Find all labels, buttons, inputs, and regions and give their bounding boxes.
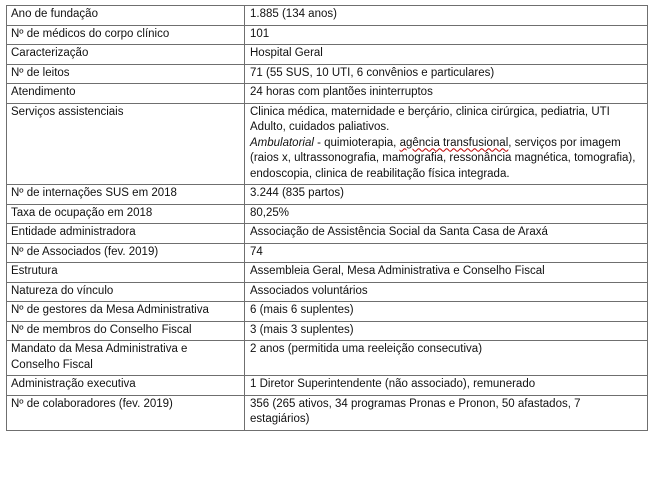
- hospital-info-table: [6, 5, 648, 431]
- row-value: 74: [245, 243, 648, 263]
- table-row: [7, 103, 648, 185]
- row-value: Associados voluntários: [245, 282, 648, 302]
- table-row: [7, 302, 648, 322]
- row-label: Nº de Associados (fev. 2019): [7, 243, 245, 263]
- row-label: Atendimento: [7, 84, 245, 104]
- row-label: Entidade administradora: [7, 224, 245, 244]
- row-label: Nº de médicos do corpo clínico: [7, 25, 245, 45]
- table-row: [7, 45, 648, 65]
- row-value: [245, 103, 648, 185]
- table-row: [7, 376, 648, 396]
- ambulatory-text-a: - quimioterapia,: [313, 136, 400, 149]
- ambulatory-heading: Ambulatorial: [250, 136, 314, 149]
- row-value: 3.244 (835 partos): [245, 185, 648, 205]
- row-label: Caracterização: [7, 45, 245, 65]
- row-value: Assembleia Geral, Mesa Administrativa e Conselho Fiscal: [245, 263, 648, 283]
- table-row: [7, 25, 648, 45]
- table-row: [7, 64, 648, 84]
- row-value: 24 horas com plantões ininterruptos: [245, 84, 648, 104]
- row-label: Nº de colaboradores (fev. 2019): [7, 395, 245, 430]
- row-value: 3 (mais 3 suplentes): [245, 321, 648, 341]
- row-label: Natureza do vínculo: [7, 282, 245, 302]
- row-value: 80,25%: [245, 204, 648, 224]
- row-label: Ano de fundação: [7, 6, 245, 26]
- row-label: Serviços assistenciais: [7, 103, 245, 185]
- document-area: [6, 5, 648, 431]
- row-label: Mandato da Mesa Administrativa e Conselho Fiscal: [7, 341, 245, 376]
- spellcheck-underlined-text: agência transfusional: [399, 136, 509, 149]
- table-row: [7, 204, 648, 224]
- row-value: 356 (265 ativos, 34 programas Pronas e Pronon, 50 afastados, 7 estagiários): [245, 395, 648, 430]
- row-value: 101: [245, 25, 648, 45]
- table-row: [7, 224, 648, 244]
- row-label: Nº de leitos: [7, 64, 245, 84]
- table-row: [7, 263, 648, 283]
- row-value: 6 (mais 6 suplentes): [245, 302, 648, 322]
- row-value: 2 anos (permitida uma reeleição consecutiva): [245, 341, 648, 376]
- table-row: [7, 84, 648, 104]
- row-label: Administração executiva: [7, 376, 245, 396]
- row-label: Nº de membros do Conselho Fiscal: [7, 321, 245, 341]
- row-value: 1 Diretor Superintendente (não associado), remunerado: [245, 376, 648, 396]
- services-hospital-text: Clinica médica, maternidade e berçário, clinica cirúrgica, pediatria, UTI Adulto, cuidados paliativos.: [250, 105, 610, 133]
- table-row: [7, 395, 648, 430]
- row-label: Taxa de ocupação em 2018: [7, 204, 245, 224]
- table-row: [7, 282, 648, 302]
- row-label: Estrutura: [7, 263, 245, 283]
- row-value: Hospital Geral: [245, 45, 648, 65]
- table-row: [7, 6, 648, 26]
- table-row: [7, 185, 648, 205]
- row-value: 1.885 (134 anos): [245, 6, 648, 26]
- row-value: Associação de Assistência Social da Santa Casa de Araxá: [245, 224, 648, 244]
- services-ambulatory-text: [250, 136, 642, 183]
- ambulatory-text-b: , serviços por imagem (raios x, ultrassonografia, mamografia, ressonância magnética, tomografia), endoscopia, clinica de reabilitação física integrada.: [250, 136, 636, 180]
- row-label: Nº de gestores da Mesa Administrativa: [7, 302, 245, 322]
- table-row: [7, 321, 648, 341]
- row-label: Nº de internações SUS em 2018: [7, 185, 245, 205]
- table-row: [7, 243, 648, 263]
- row-value: 71 (55 SUS, 10 UTI, 6 convênios e particulares): [245, 64, 648, 84]
- table-row: [7, 341, 648, 376]
